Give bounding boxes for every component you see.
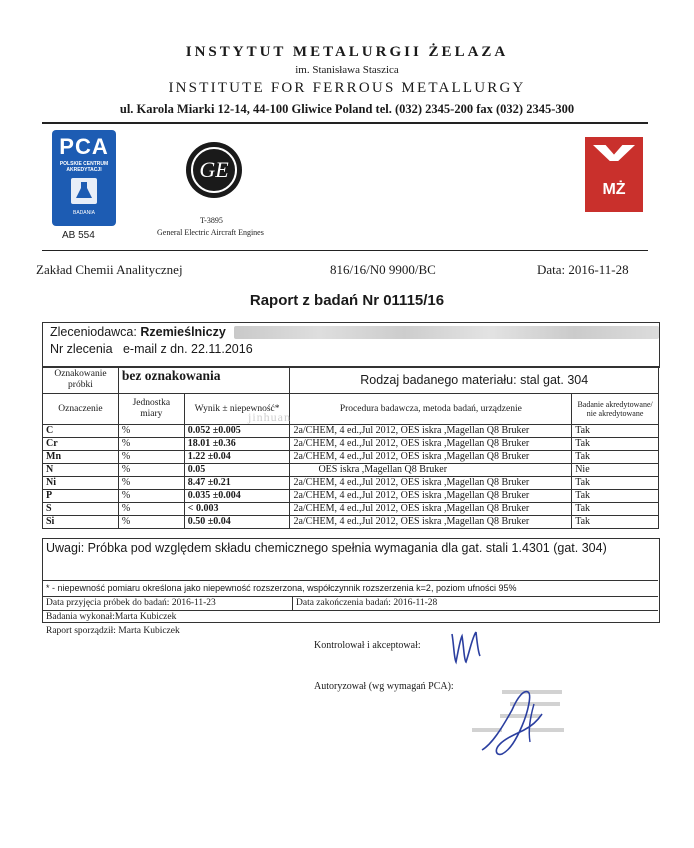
cell-procedure: 2a/CHEM, 4 ed.,Jul 2012, OES iskra ,Magellan Q8 Bruker bbox=[290, 451, 572, 464]
cell-procedure: 2a/CHEM, 4 ed.,Jul 2012, OES iskra ,Magellan Q8 Bruker bbox=[290, 438, 572, 451]
pca-logo-badania: BADANIA bbox=[73, 210, 95, 216]
prepared-by: Raport sporządził: Marta Kubiczek bbox=[46, 626, 180, 636]
report-date: Data: 2016-11-28 bbox=[537, 262, 629, 277]
imz-logo-emblem bbox=[593, 145, 635, 161]
cell-accredited: Tak bbox=[572, 438, 659, 451]
results-table bbox=[42, 366, 659, 529]
table-row bbox=[43, 477, 659, 490]
table-row bbox=[43, 438, 659, 451]
client-name: Rzemieślniczy bbox=[140, 325, 226, 339]
pca-logo bbox=[52, 130, 116, 226]
uncertainty-note: * - niepewność pomiaru określona jako niepewność rozszerzona, współczynnik rozszerzenia k=2, poziom ufności 95% bbox=[46, 583, 517, 593]
watermark: jinhuan bbox=[248, 410, 291, 424]
cell-element: Cr bbox=[43, 438, 119, 451]
cell-unit: % bbox=[118, 464, 184, 477]
cell-result: 0.50 ±0.04 bbox=[184, 516, 290, 529]
cell-accredited: Tak bbox=[572, 477, 659, 490]
imz-logo-text: MŻ bbox=[602, 181, 626, 198]
cell-procedure: 2a/CHEM, 4 ed.,Jul 2012, OES iskra ,Magellan Q8 Bruker bbox=[290, 490, 572, 503]
cell-element: P bbox=[43, 490, 119, 503]
table-header-row bbox=[43, 394, 659, 425]
flask-icon bbox=[71, 178, 97, 204]
client-label: Zleceniodawca: bbox=[50, 325, 137, 339]
cell-unit: % bbox=[118, 477, 184, 490]
header-result: Wynik ± niepewność* bbox=[184, 394, 290, 425]
checked-by-label: Kontrolował i akceptował: bbox=[314, 640, 421, 651]
header-designation: Oznaczenie bbox=[43, 394, 119, 425]
department: Zakład Chemii Analitycznej bbox=[36, 262, 183, 277]
table-row bbox=[43, 425, 659, 438]
cell-accredited: Tak bbox=[572, 516, 659, 529]
cell-accredited: Nie bbox=[572, 464, 659, 477]
ge-caption: General Electric Aircraft Engines bbox=[157, 228, 264, 237]
cell-result: 0.035 ±0.004 bbox=[184, 490, 290, 503]
cell-element: N bbox=[43, 464, 119, 477]
header-divider bbox=[42, 122, 648, 124]
cell-unit: % bbox=[118, 451, 184, 464]
authorized-by-label: Autoryzował (wg wymagań PCA): bbox=[314, 681, 454, 692]
cell-unit: % bbox=[118, 438, 184, 451]
reference-number: 816/16/N0 9900/BC bbox=[330, 262, 436, 277]
header-unit: Jednostka miary bbox=[118, 394, 184, 425]
redacted-client-details bbox=[234, 326, 659, 339]
table-row bbox=[43, 503, 659, 516]
cell-procedure: 2a/CHEM, 4 ed.,Jul 2012, OES iskra ,Magellan Q8 Bruker bbox=[290, 516, 572, 529]
cell-result: 18.01 ±0.36 bbox=[184, 438, 290, 451]
cell-procedure: OES iskra ,Magellan Q8 Bruker bbox=[290, 464, 572, 477]
cell-unit: % bbox=[118, 516, 184, 529]
ge-code: T-3895 bbox=[200, 216, 223, 225]
cell-element: Si bbox=[43, 516, 119, 529]
sample-row bbox=[43, 367, 659, 394]
completed-date: Data zakończenia badań: 2016-11-28 bbox=[296, 598, 438, 608]
order-line bbox=[50, 342, 253, 356]
pca-logo-text: PCA bbox=[59, 134, 109, 159]
report-title: Raport z badań Nr 01115/16 bbox=[249, 292, 445, 309]
ge-logo bbox=[186, 142, 242, 198]
table-row bbox=[43, 451, 659, 464]
pca-accreditation-number: AB 554 bbox=[62, 230, 95, 241]
cell-accredited: Tak bbox=[572, 490, 659, 503]
divider-3 bbox=[42, 610, 658, 611]
cell-unit: % bbox=[118, 490, 184, 503]
authorizer-signature bbox=[472, 684, 562, 760]
cell-result: < 0.003 bbox=[184, 503, 290, 516]
cell-unit: % bbox=[118, 503, 184, 516]
divider-vertical bbox=[292, 596, 293, 610]
divider-2 bbox=[42, 596, 658, 597]
institute-address: ul. Karola Miarki 12-14, 44-100 Gliwice Poland tel. (032) 2345-200 fax (032) 2345-300 bbox=[119, 102, 575, 116]
header-accredited: Badanie akredytowane/ nie akredytowane bbox=[572, 394, 659, 425]
ge-monogram: GE bbox=[191, 147, 237, 193]
cell-accredited: Tak bbox=[572, 451, 659, 464]
order-label: Nr zlecenia bbox=[50, 342, 113, 356]
imz-logo bbox=[585, 137, 643, 212]
cell-procedure: 2a/CHEM, 4 ed.,Jul 2012, OES iskra ,Magellan Q8 Bruker bbox=[290, 425, 572, 438]
order-value: e-mail z dn. 22.11.2016 bbox=[122, 342, 253, 356]
institute-patron: im. Stanisława Staszica bbox=[295, 64, 399, 76]
checker-signature bbox=[446, 626, 486, 668]
sample-value: bez oznakowania bbox=[118, 367, 290, 394]
logo-divider bbox=[42, 250, 648, 251]
cell-element: S bbox=[43, 503, 119, 516]
client-line bbox=[50, 325, 226, 339]
performed-by: Badania wykonał:Marta Kubiczek bbox=[46, 612, 177, 622]
material-type: Rodzaj badanego materiału: stal gat. 304 bbox=[290, 367, 659, 394]
cell-accredited: Tak bbox=[572, 425, 659, 438]
table-row bbox=[43, 490, 659, 503]
cell-result: 0.052 ±0.005 bbox=[184, 425, 290, 438]
cell-element: Mn bbox=[43, 451, 119, 464]
cell-procedure: 2a/CHEM, 4 ed.,Jul 2012, OES iskra ,Magellan Q8 Bruker bbox=[290, 503, 572, 516]
header-procedure: Procedura badawcza, metoda badań, urządzenie bbox=[290, 394, 572, 425]
table-row bbox=[43, 464, 659, 477]
institute-name-pl: INSTYTUT METALURGII ŻELAZA bbox=[185, 44, 509, 60]
divider-1 bbox=[42, 580, 658, 581]
cell-procedure: 2a/CHEM, 4 ed.,Jul 2012, OES iskra ,Magellan Q8 Bruker bbox=[290, 477, 572, 490]
cell-unit: % bbox=[118, 425, 184, 438]
received-date: Data przyjęcia próbek do badań: 2016-11-23 bbox=[46, 598, 216, 608]
remarks: Uwagi: Próbka pod względem składu chemicznego spełnia wymagania dla gat. stali 1.4301 (gat. 304) bbox=[46, 541, 607, 555]
cell-result: 8.47 ±0.21 bbox=[184, 477, 290, 490]
sample-label: Oznakowanie próbki bbox=[43, 367, 119, 394]
institute-name-en: INSTITUTE FOR FERROUS METALLURGY bbox=[168, 80, 526, 96]
table-row bbox=[43, 516, 659, 529]
cell-element: Ni bbox=[43, 477, 119, 490]
cell-element: C bbox=[43, 425, 119, 438]
pca-logo-subtitle: POLSKIE CENTRUM AKREDYTACJI bbox=[59, 161, 109, 173]
cell-accredited: Tak bbox=[572, 503, 659, 516]
cell-result: 0.05 bbox=[184, 464, 290, 477]
cell-result: 1.22 ±0.04 bbox=[184, 451, 290, 464]
